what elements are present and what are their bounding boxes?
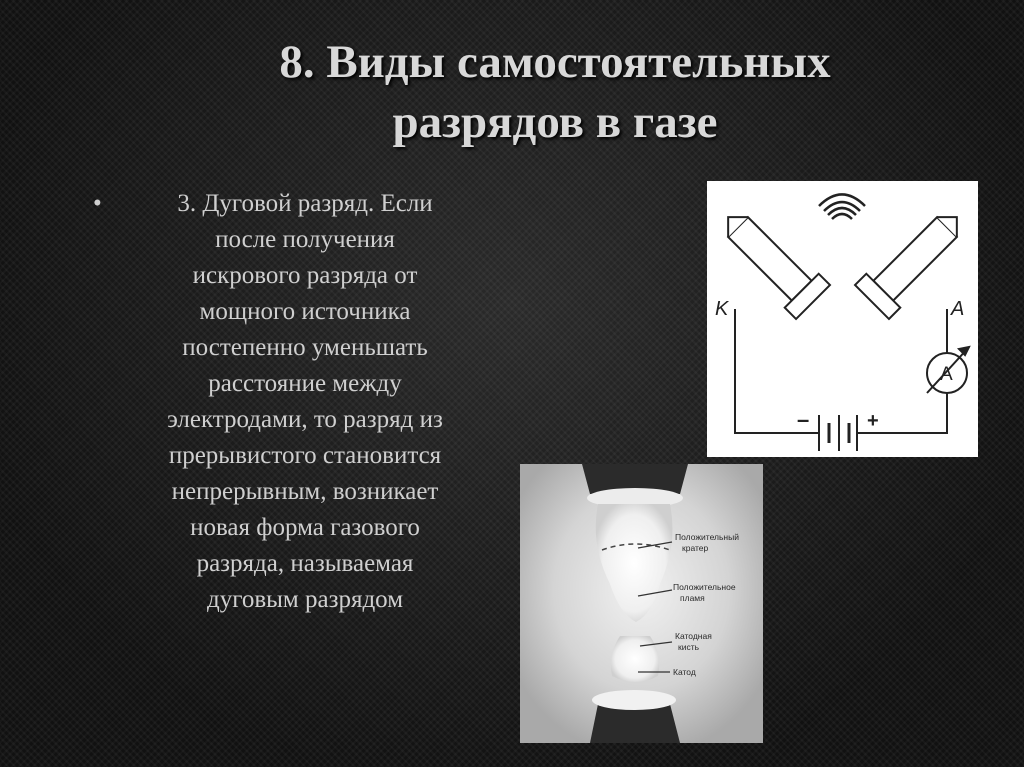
label-positive-flame-1: Положительное xyxy=(673,582,736,592)
cathode-electrode xyxy=(711,200,830,319)
text-line: электродами, то разряд из xyxy=(167,406,443,433)
text-line: после получения xyxy=(215,226,395,253)
text-line: мощного источника xyxy=(199,298,411,325)
arc-circuit-diagram xyxy=(707,181,978,457)
label-cathode: Катод xyxy=(673,667,696,677)
ammeter-label: A xyxy=(940,364,953,385)
label-cathode-brush-1: Катодная xyxy=(675,631,712,641)
title-line-2: разрядов в газе xyxy=(392,96,718,148)
slide-title xyxy=(150,32,960,152)
text-line: дуговым разрядом xyxy=(206,586,404,613)
text-line: непрерывным, возникает xyxy=(171,478,439,505)
text-line: новая форма газового xyxy=(190,514,420,541)
cathode-label: K xyxy=(715,298,729,320)
text-line: разряда, называемая xyxy=(196,550,414,577)
text-line: расстояние между xyxy=(208,370,402,397)
text-line: искрового разряда от xyxy=(192,262,418,289)
bullet-paragraph xyxy=(95,186,515,618)
label-positive-crater-1: Положительный xyxy=(675,532,739,542)
label-positive-flame-2: пламя xyxy=(680,593,705,603)
minus-sign: – xyxy=(797,407,810,432)
bullet-marker: • xyxy=(93,190,102,217)
title-line-1: 8. Виды самостоятельных xyxy=(279,36,831,88)
label-positive-crater-2: кратер xyxy=(682,543,709,553)
text-line: постепенно уменьшать xyxy=(182,334,428,361)
arc-discharge-photo xyxy=(520,464,763,743)
text-line: 3. Дуговой разряд. Если xyxy=(177,190,433,217)
label-cathode-brush-2: кисть xyxy=(678,642,700,652)
plus-sign: + xyxy=(867,410,879,432)
anode-label: A xyxy=(951,298,965,320)
text-line: прерывистого становится xyxy=(168,442,442,469)
